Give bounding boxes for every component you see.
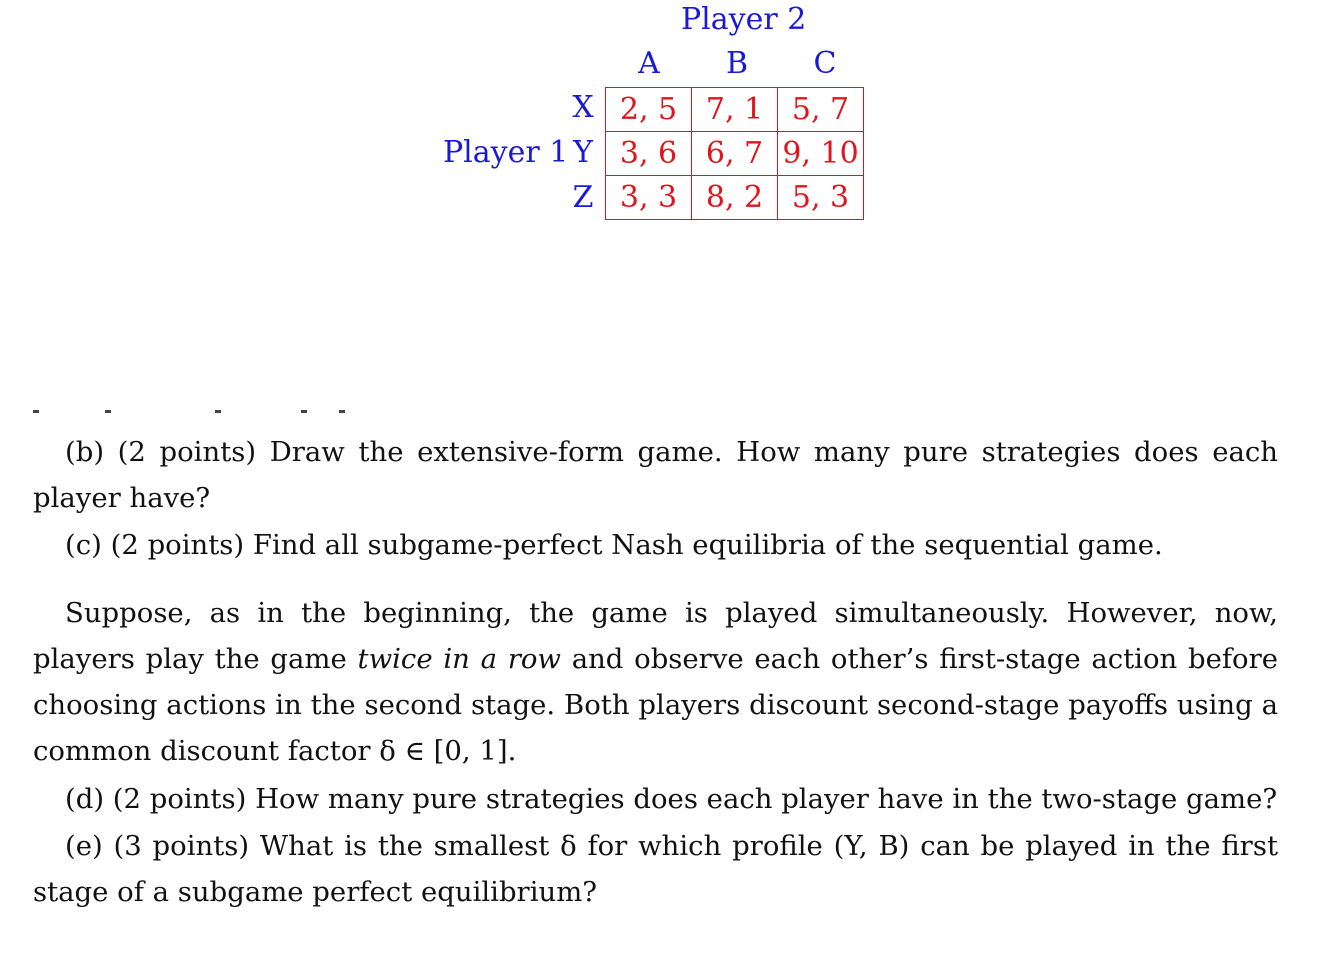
payoff-matrix bbox=[605, 87, 864, 220]
question-d: (d) (2 points) How many pure strategies does each player have in the two-stage game? bbox=[65, 783, 1278, 815]
row-header-x: X bbox=[572, 90, 594, 125]
two-stage-paragraph bbox=[33, 590, 1278, 774]
column-header-a: A bbox=[638, 46, 660, 81]
question-b: (b) (2 points) Draw the extensive-form game. How many pure strategies does each player have? bbox=[33, 436, 1278, 514]
payoff-cell: 9, 10 bbox=[778, 132, 864, 176]
player1-label: Player 1 bbox=[443, 135, 569, 170]
row-header-z: Z bbox=[572, 180, 594, 215]
question-c: (c) (2 points) Find all subgame-perfect Nash equilibria of the sequential game. bbox=[65, 529, 1163, 561]
payoff-cell: 2, 5 bbox=[606, 88, 692, 132]
question-e: (e) (3 points) What is the smallest δ for which profile (Y, B) can be played in the first stage of a subgame perfect equilibrium? bbox=[33, 830, 1278, 908]
paragraph-end: and observe each other’s first-stage action before choosing actions in the second stage. Both players discount second-stage payoffs using a common discount factor δ ∈ [0, 1]. bbox=[33, 643, 1279, 767]
row-header-y: Y bbox=[573, 135, 593, 170]
payoff-cell: 3, 6 bbox=[606, 132, 692, 176]
column-header-c: C bbox=[813, 46, 837, 81]
paragraph-italic: twice in a row bbox=[357, 643, 561, 675]
payoff-cell: 6, 7 bbox=[692, 132, 778, 176]
matrix-row-y bbox=[606, 132, 864, 176]
payoff-cell: 8, 2 bbox=[692, 176, 778, 220]
cropped-text-fragment bbox=[33, 404, 353, 414]
payoff-cell: 7, 1 bbox=[692, 88, 778, 132]
paragraph-start: Suppose, as in the beginning, the game is played simultaneously. However, now, players play the game bbox=[33, 597, 1278, 675]
matrix-row-z bbox=[606, 176, 864, 220]
payoff-cell: 5, 3 bbox=[778, 176, 864, 220]
payoff-cell: 3, 3 bbox=[606, 176, 692, 220]
column-header-b: B bbox=[725, 46, 749, 81]
matrix-row-x bbox=[606, 88, 864, 132]
payoff-cell: 5, 7 bbox=[778, 88, 864, 132]
player2-label: Player 2 bbox=[681, 2, 807, 37]
